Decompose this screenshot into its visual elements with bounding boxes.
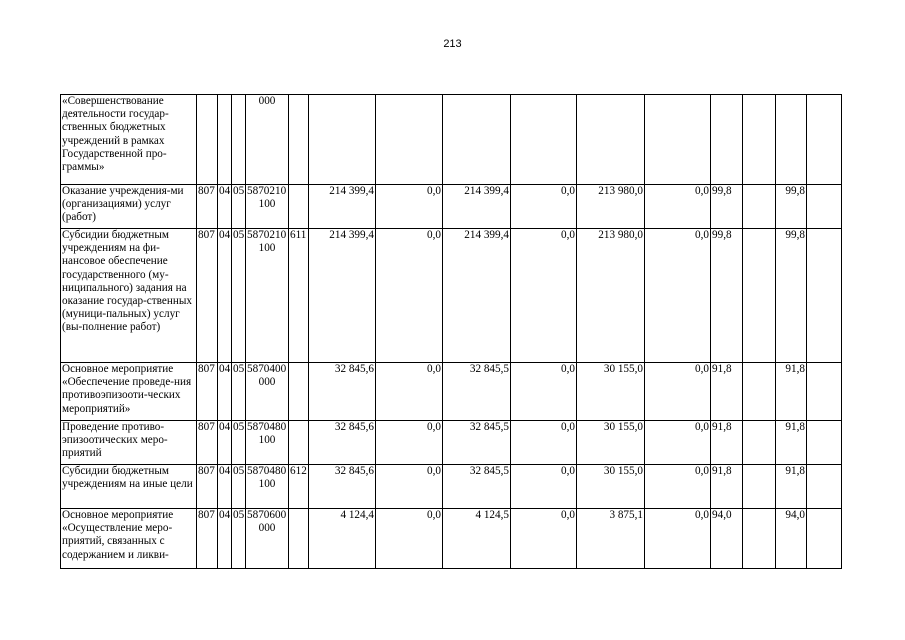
row-name: Основное мероприятие «Обеспечение проведе-ния противоэпизооти-ческих мероприятий» xyxy=(61,363,197,421)
budget-table xyxy=(60,94,842,569)
subsection-code: 05 xyxy=(232,465,246,509)
empty-col xyxy=(807,421,842,465)
percent-col-2 xyxy=(743,465,776,509)
value-col-2: 0,0 xyxy=(376,465,443,509)
target-article-code-line1: 5870400 xyxy=(247,363,287,375)
value-col-4: 0,0 xyxy=(511,465,577,509)
target-article-code xyxy=(246,421,289,465)
target-article-code-line1: 5870210 xyxy=(247,229,287,241)
percent-col-2 xyxy=(743,95,776,185)
empty-col xyxy=(807,363,842,421)
value-col-5: 213 980,0 xyxy=(577,185,645,229)
grbs-code: 807 xyxy=(197,421,218,465)
percent-col-1: 99,8 xyxy=(711,229,743,363)
row-name: Оказание учреждения-ми (организациями) услуг (работ) xyxy=(61,185,197,229)
value-col-3: 32 845,5 xyxy=(443,465,511,509)
grbs-code: 807 xyxy=(197,185,218,229)
target-article-code-line1: 5870480 xyxy=(247,421,287,433)
section-code xyxy=(218,95,232,185)
target-article-code-line2: 100 xyxy=(258,198,276,211)
value-col-4: 0,0 xyxy=(511,509,577,569)
target-article-code-line1: 5870210 xyxy=(247,185,287,197)
percent-col-2 xyxy=(743,509,776,569)
expense-type-code: 612 xyxy=(289,465,309,509)
row-name: «Совершенствование деятельности государ-ственных бюджетных учреждений в рамках Государственной про-граммы» xyxy=(61,95,197,185)
percent-col-3: 91,8 xyxy=(776,465,807,509)
percent-col-1: 91,8 xyxy=(711,421,743,465)
value-col-2: 0,0 xyxy=(376,185,443,229)
target-article-code xyxy=(246,95,289,185)
target-article-code xyxy=(246,229,289,363)
section-code: 04 xyxy=(218,509,232,569)
table-row xyxy=(61,509,842,569)
table-row xyxy=(61,363,842,421)
value-col-5: 30 155,0 xyxy=(577,465,645,509)
value-col-3 xyxy=(443,95,511,185)
percent-col-1: 91,8 xyxy=(711,363,743,421)
expense-type-code xyxy=(289,185,309,229)
grbs-code: 807 xyxy=(197,509,218,569)
percent-col-3: 99,8 xyxy=(776,185,807,229)
subsection-code: 05 xyxy=(232,363,246,421)
value-col-3: 32 845,5 xyxy=(443,421,511,465)
target-article-code-line2: 000 xyxy=(258,376,276,389)
empty-col xyxy=(807,185,842,229)
value-col-6: 0,0 xyxy=(645,229,711,363)
section-code: 04 xyxy=(218,421,232,465)
table-row xyxy=(61,95,842,185)
empty-col xyxy=(807,95,842,185)
value-col-6: 0,0 xyxy=(645,185,711,229)
row-name: Основное мероприятие «Осуществление меро-приятий, связанных с содержанием и ликви- xyxy=(61,509,197,569)
section-code: 04 xyxy=(218,465,232,509)
value-col-4 xyxy=(511,95,577,185)
value-col-4: 0,0 xyxy=(511,185,577,229)
section-code: 04 xyxy=(218,363,232,421)
grbs-code: 807 xyxy=(197,465,218,509)
value-col-5 xyxy=(577,95,645,185)
value-col-1: 32 845,6 xyxy=(309,421,376,465)
page-number: 213 xyxy=(443,38,462,50)
value-col-1 xyxy=(309,95,376,185)
value-col-1: 32 845,6 xyxy=(309,465,376,509)
value-col-2: 0,0 xyxy=(376,363,443,421)
target-article-code-line1: 5870480 xyxy=(247,465,287,477)
target-article-code xyxy=(246,465,289,509)
grbs-code xyxy=(197,95,218,185)
value-col-3: 214 399,4 xyxy=(443,229,511,363)
percent-col-3: 91,8 xyxy=(776,363,807,421)
value-col-2: 0,0 xyxy=(376,229,443,363)
section-code: 04 xyxy=(218,229,232,363)
value-col-4: 0,0 xyxy=(511,421,577,465)
value-col-3: 214 399,4 xyxy=(443,185,511,229)
expense-type-code xyxy=(289,363,309,421)
percent-col-1: 99,8 xyxy=(711,185,743,229)
percent-col-3: 94,0 xyxy=(776,509,807,569)
target-article-code-line2: 000 xyxy=(258,95,276,107)
expense-type-code xyxy=(289,421,309,465)
percent-col-3 xyxy=(776,95,807,185)
table-row xyxy=(61,465,842,509)
expense-type-code xyxy=(289,509,309,569)
percent-col-1: 94,0 xyxy=(711,509,743,569)
expense-type-code xyxy=(289,95,309,185)
percent-col-2 xyxy=(743,229,776,363)
subsection-code: 05 xyxy=(232,229,246,363)
table-row xyxy=(61,185,842,229)
value-col-6: 0,0 xyxy=(645,509,711,569)
value-col-6 xyxy=(645,95,711,185)
percent-col-2 xyxy=(743,185,776,229)
value-col-1: 214 399,4 xyxy=(309,229,376,363)
row-name: Проведение противо-эпизоотических меро-приятий xyxy=(61,421,197,465)
value-col-5: 213 980,0 xyxy=(577,229,645,363)
target-article-code xyxy=(246,363,289,421)
value-col-4: 0,0 xyxy=(511,363,577,421)
subsection-code: 05 xyxy=(232,421,246,465)
percent-col-2 xyxy=(743,421,776,465)
target-article-code xyxy=(246,509,289,569)
percent-col-3: 99,8 xyxy=(776,229,807,363)
subsection-code: 05 xyxy=(232,509,246,569)
target-article-code-line2: 100 xyxy=(258,434,276,447)
subsection-code: 05 xyxy=(232,185,246,229)
target-article-code-line1: 5870600 xyxy=(247,509,287,521)
value-col-6: 0,0 xyxy=(645,421,711,465)
grbs-code: 807 xyxy=(197,363,218,421)
value-col-2: 0,0 xyxy=(376,421,443,465)
value-col-5: 3 875,1 xyxy=(577,509,645,569)
table-row xyxy=(61,421,842,465)
value-col-1: 214 399,4 xyxy=(309,185,376,229)
target-article-code-line2: 000 xyxy=(258,522,276,535)
value-col-2 xyxy=(376,95,443,185)
row-name: Субсидии бюджетным учреждениям на иные цели xyxy=(61,465,197,509)
percent-col-1: 91,8 xyxy=(711,465,743,509)
value-col-5: 30 155,0 xyxy=(577,421,645,465)
value-col-6: 0,0 xyxy=(645,363,711,421)
value-col-3: 4 124,5 xyxy=(443,509,511,569)
percent-col-2 xyxy=(743,363,776,421)
target-article-code-line2: 100 xyxy=(258,478,276,491)
target-article-code xyxy=(246,185,289,229)
value-col-1: 32 845,6 xyxy=(309,363,376,421)
value-col-3: 32 845,5 xyxy=(443,363,511,421)
value-col-2: 0,0 xyxy=(376,509,443,569)
target-article-code-line2: 100 xyxy=(258,242,276,255)
table-row xyxy=(61,229,842,363)
expense-type-code: 611 xyxy=(289,229,309,363)
value-col-6: 0,0 xyxy=(645,465,711,509)
row-name: Субсидии бюджетным учреждениям на фи-нансовое обеспечение государственного (му-ниципального) задания на оказание государ-ственных (муници-пальных) услуг (вы-полнение работ) xyxy=(61,229,197,363)
value-col-1: 4 124,4 xyxy=(309,509,376,569)
percent-col-1 xyxy=(711,95,743,185)
grbs-code: 807 xyxy=(197,229,218,363)
value-col-5: 30 155,0 xyxy=(577,363,645,421)
section-code: 04 xyxy=(218,185,232,229)
empty-col xyxy=(807,229,842,363)
value-col-4: 0,0 xyxy=(511,229,577,363)
subsection-code xyxy=(232,95,246,185)
empty-col xyxy=(807,465,842,509)
percent-col-3: 91,8 xyxy=(776,421,807,465)
empty-col xyxy=(807,509,842,569)
